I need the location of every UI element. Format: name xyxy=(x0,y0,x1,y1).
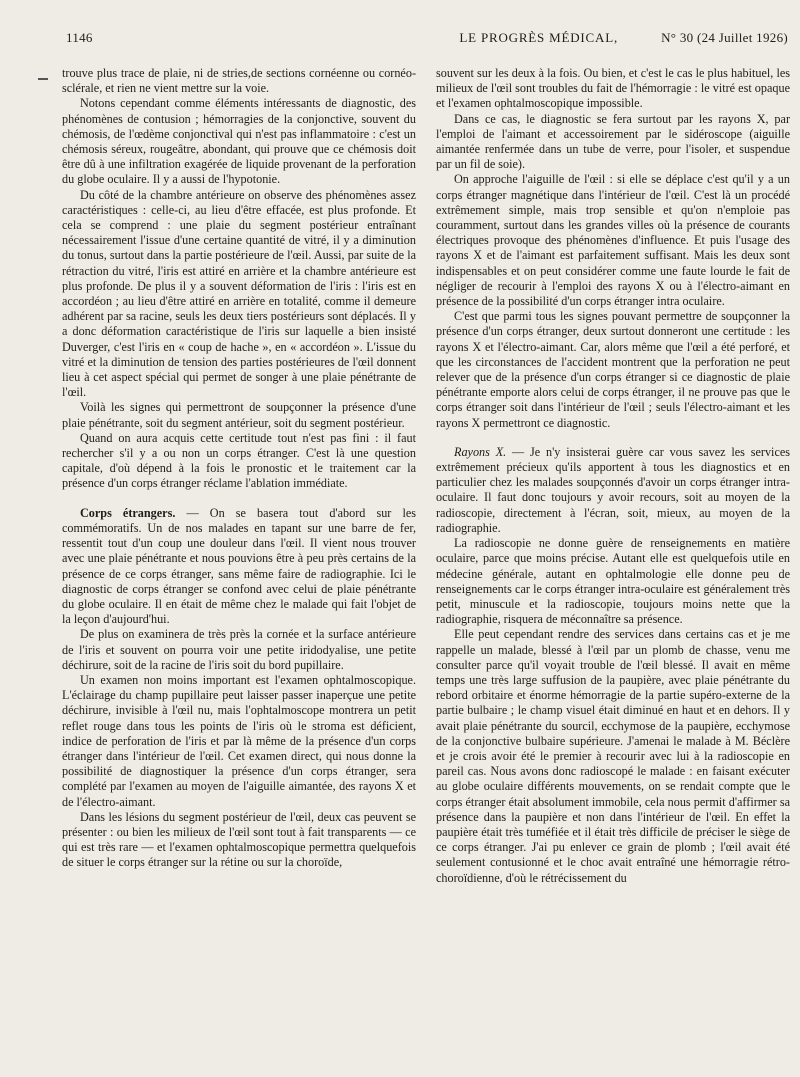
paragraph: Voilà les signes qui permettront de soupçonner la présence d'une plaie pénétrante, soit du segment antérieur, soit du segment postérieur. xyxy=(62,400,416,430)
section-paragraph xyxy=(436,445,790,536)
paragraph-text: — On se basera tout d'abord sur les commémoratifs. Un de nos malades en tapant sur une barre de fer, ressentit tout d'un coup une douleur dans l'œil. Il vient nous trouver avec une plaie pénétrante et nous pouvions être à peu près certains de la présence de ce corps étranger, sans même faire de radiographie. Ici le diagnostic de corps étranger se confond avec celui de plaie pénétrante du globe oculaire. Il en était de même chez le malade qui fait l'objet de la leçon d'aujourd'hui. xyxy=(62,505,416,627)
paragraph: Notons cependant comme éléments intéressants de diagnostic, des phénomènes de contusion ; hémorragies de la conjonctive, souvent du chémosis, de l'œdème conjonctival qui n'est pas inflammatoire : c'est un chémosis séreux, rougeâtre, abondant, qui prouve que ce chémosis doit être dû à une infiltration exagérée de liquide provenant de la perforation du globe oculaire. Il y a aussi de l'hypotonie. xyxy=(62,96,416,187)
paragraph: Dans les lésions du segment postérieur de l'œil, deux cas peuvent se présenter : ou bien les milieux de l'œil sont tout à fait transparents — ce qui est très rare — et l'examen ophtalmoscopique permettra quelquefois de situer le corps étranger sur la rétine ou sur la choroïde, xyxy=(62,809,416,870)
issue-info: N° 30 (24 Juillet 1926) xyxy=(661,30,788,45)
page-number: 1146 xyxy=(66,30,93,45)
section-heading: Rayons X. xyxy=(454,444,507,459)
right-column xyxy=(436,66,790,1066)
paragraph: Du côté de la chambre antérieure on observe des phénomènes assez caractéristiques : celle-ci, au lieu d'être effacée, est plus profonde. Et cela se comprend : une plaie du segment postérieur entraînant nécessairement l'issue d'une certaine quantité de vitré, il y a diminution du tonus, surtout dans la partie postérieure de l'œil. Aussi, par suite de la rétraction du vitré, l'iris est attiré en arrière et la chambre antérieure est plus profonde. De plus il y a souvent déformation de l'iris : l'iris est en accordéon ; au lieu d'être attiré en arrière en totalité, comme il demeure adhérent par sa racine, seuls les deux tiers postérieurs sont déplacés. Il y a donc déformation caractéristique de l'iris sur laquelle a bien insisté Duverger, c'est l'iris en « coup de hache », en « accordéon ». L'issue du vitré et la diminution de tension des parties postérieures de l'œil donnent lieu à cet aspect spécial qui permet de songer à une plaie pénétrante de l'œil. xyxy=(62,187,416,400)
paragraph: Dans ce cas, le diagnostic se fera surtout par les rayons X, par l'emploi de l'aimant et accessoirement par le sidéroscope (aiguille aimantée renfermée dans un tube de verre, pour l'isoler, et suspendue par un fil de soie). xyxy=(436,111,790,172)
paragraph: C'est que parmi tous les signes pouvant permettre de soupçonner la présence d'un corps étranger, deux surtout donneront une certitude : les rayons X et l'électro-aimant. Car, alors même que l'œil a été perforé, et que les circonstances de l'accident montrent que la perforation ne peut relever que de la présence d'un corps étranger si ce diagnostic de plaie pénétrante emporte alors celui de corps étranger, il ne prouve pas que le corps étranger soit dans l'intérieur de l'œil ; seuls l'électro-aimant et les rayons X permettront ce diagnostic. xyxy=(436,309,790,430)
section-paragraph xyxy=(62,506,416,628)
paragraph: De plus on examinera de très près la cornée et la surface antérieure de l'iris et souvent on pourra voir une petite iridodyalise, une petite déchirure, soit de la racine de l'iris soit du bord pupillaire. xyxy=(62,627,416,672)
running-header xyxy=(66,30,788,50)
paragraph: Quand on aura acquis cette certitude tout n'est pas fini : il faut rechercher s'il y a ou non un corps étranger. C'est là une question capitale, d'où dépend à la fois le pronostic et le traitement car la présence d'un corps étranger réclame l'ablation immédiate. xyxy=(62,430,416,491)
section-heading: Corps étrangers. xyxy=(80,505,176,520)
paragraph: trouve plus trace de plaie, ni de stries,de sections cornéenne ou cornéo-sclérale, et rien ne vient mettre sur la voie. xyxy=(62,66,416,96)
paragraph: La radioscopie ne donne guère de renseignements en matière oculaire, parce que moins précise. Autant elle est quelquefois utile en médecine générale, autant en ophtalmologie elle donne peu de renseignements car le corps étranger intra-oculaire est généralement très petit, minuscule et la radioscopie, toujours moins nette que la radiographie, risquera de méconnaître sa présence. xyxy=(436,536,790,627)
journal-title: LE PROGRÈS MÉDICAL, xyxy=(459,30,618,45)
paragraph: On approche l'aiguille de l'œil : si elle se déplace c'est qu'il y a un corps étranger magnétique dans l'intérieur de l'œil. C'est là un procédé extrêmement simple, mais trop sensible et qu'on n'emploie pas couramment, surtout dans les grandes villes où la présence de courants électriques provoque des phénomènes d'influence. Et puis l'usage des rayons X et de l'aimant est parfaitement suffisant. Mais les deux sont indispensables et on peut considérer comme une faute lourde le fait de négliger de recourir à l'emploi des rayons X ou à l'électro-aimant en présence de la possibilité d'un corps étranger intra oculaire. xyxy=(436,172,790,309)
margin-mark xyxy=(38,78,48,80)
left-column xyxy=(62,66,416,1066)
paragraph: Un examen non moins important est l'examen ophtalmoscopique. L'éclairage du champ pupillaire peut laisser passer inaperçue une petite déchirure, invisible à l'œil nu, mais l'ophtalmoscope montrera un petit reflet rouge dans tous les points de l'iris où le stroma est déficient, indice de perforation de l'iris et par là même de la présence d'un corps étranger dans l'intérieur de l'œil. Cet examen direct, qui nous donne la possibilité de diagnostiquer la présence d'un corps étranger, sera complété par l'examen au moyen de l'aiguille aimantée, des rayons X et de l'électro-aimant. xyxy=(62,672,416,809)
paragraph: souvent sur les deux à la fois. Ou bien, et c'est le cas le plus habituel, les milieux de l'œil sont troubles du fait de l'hémorragie : le vitré est opaque et l'examen ophtalmoscopique impossible. xyxy=(436,66,790,111)
paragraph: Elle peut cependant rendre des services dans certains cas et je me rappelle un malade, blessé à l'œil par un plomb de chasse, venu me consulter parce qu'il voyait trouble de l'œil blessé. Il avait en même temps une très large suffusion de la paupière, avec plaie pénétrante du rebord orbitaire et énorme hémorragie de la partie supéro-externe de la partie bulbaire ; le champ visuel était diminué en haut et en dehors. Il y avait plaie pénétrante du sourcil, ecchymose de la paupière, ecchymose de la conjonctive bulbaire supérieure. J'amenai le malade à M. Béclère et je crois avoir été le premier à recourir avec lui à la radioscopie en pareil cas. Nous avons donc radioscopé le malade : en faisant exécuter au globe oculaire différents mouvements, on se rendait compte que le corps étranger était absolument immobile, cela nous permit d'affirmer sa présence dans la paupière et non dans l'intérieur de l'œil. En effet la paupière était très tuméfiée et il était très difficile de préciser le siège de ce corps étranger. J'ai pu enlever ce grain de plomb ; l'œil avait été seulement contusionné et le choc avait entraîné une hémorragie rétro-choroïdienne, d'où le rétrécissement du xyxy=(436,627,790,885)
paragraph-text: — Je n'y insisterai guère car vous savez les services extrêmement précieux qu'ils apportent à tous les diagnostics et en particulier chez les malades soupçonnés d'avoir un corps étranger intra-oculaire. Il faut donc toujours y avoir recours, soit au moyen de la radioscopie, directement à l'écran, soit, mieux, au moyen de la radiographie. xyxy=(436,444,790,535)
